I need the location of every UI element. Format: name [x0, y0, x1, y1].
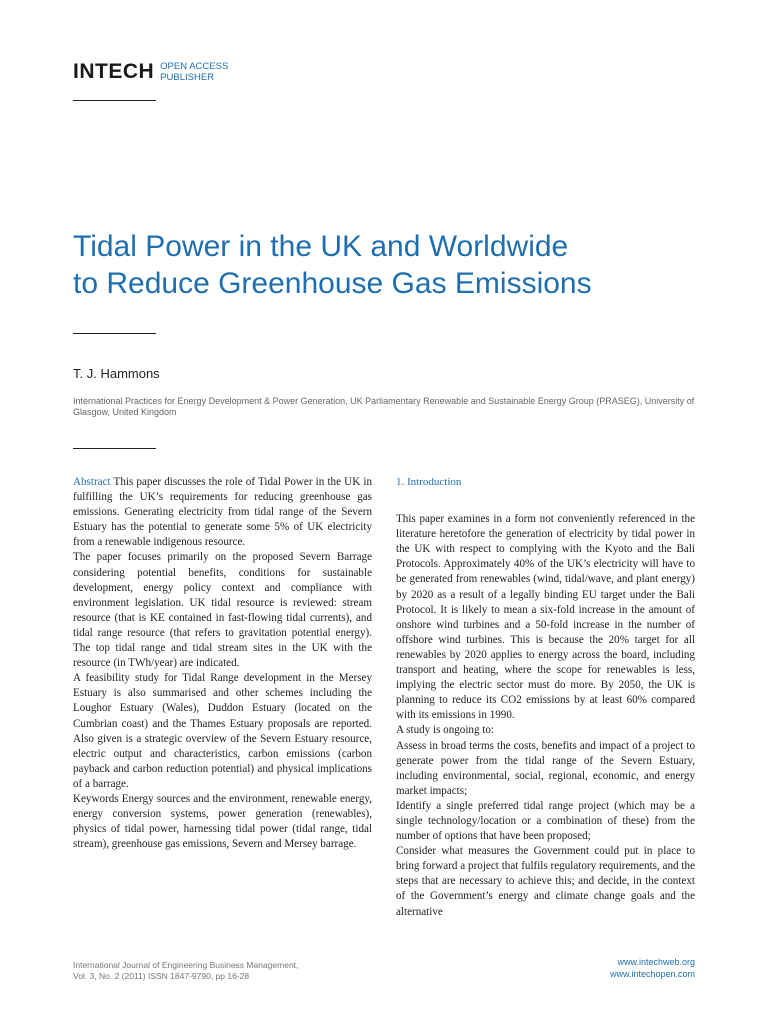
- introduction-column: [396, 475, 695, 920]
- affiliation-divider: [73, 448, 156, 449]
- author-affiliation: International Practices for Energy Development & Power Generation, UK Parliamentary Renewable and Sustainable Energy Group (PRASEG), University of Glasgow, United Kingdom: [73, 396, 695, 417]
- keywords: Keywords Energy sources and the environment, renewable energy, energy conversion systems, power generation (renewables), physics of tidal power, harnessing tidal power (tidal range, tidal stream), greenhouse gas emissions, Severn and Mersey barrage.: [73, 792, 372, 851]
- article-title-line1: Tidal Power in the UK and Worldwide: [73, 230, 569, 263]
- journal-citation: [73, 960, 298, 982]
- publisher-mark: INTECH: [73, 60, 155, 83]
- introduction-paragraph-5: Consider what measures the Government could put in place to bring forward a project that fulfils regulatory requirements, and the steps that are necessary to achieve this; and decide, in the context of the Government’s energy and climate change goals and the alternative: [396, 845, 695, 918]
- logo-divider: [73, 100, 156, 101]
- publisher-link-intechopen[interactable]: www.intechopen.com: [609, 969, 695, 979]
- journal-citation-line2: Vol. 3, No. 2 (2011) ISSN 1847-9790, pp 16-28: [73, 971, 250, 981]
- article-title-line2: to Reduce Greenhouse Gas Emissions: [73, 267, 592, 300]
- title-divider: [73, 333, 156, 334]
- article-title: [73, 228, 713, 302]
- abstract-paragraph-2: The paper focuses primarily on the proposed Severn Barrage considering potential benefits, conditions for sustainable development, energy policy context and compliance with environment legislation. UK tidal resource is reviewed: stream resource (that is KE contained in fast-flowing tidal currents), and tidal range resource (that refers to gravitation potential energy). The top tidal range and tidal stream sites in the UK with the resource (in TWh/year) are indicated.: [73, 551, 372, 670]
- journal-citation-line1: International Journal of Engineering Business Management,: [73, 960, 299, 970]
- introduction-paragraph-3: Assess in broad terms the costs, benefits and impact of a project to generate power from the tidal range of the Severn Estuary, including environmental, social, regional, economic, and energy market impacts;: [396, 739, 695, 797]
- publisher-tagline: [160, 61, 228, 83]
- abstract-label: Abstract: [73, 476, 111, 488]
- publisher-links: [610, 956, 695, 980]
- introduction-heading: 1. Introduction: [396, 476, 462, 488]
- abstract-paragraph-1: [73, 475, 372, 550]
- publisher-link-intechweb[interactable]: www.intechweb.org: [617, 957, 695, 967]
- publisher-tagline-line2: PUBLISHER: [160, 72, 215, 83]
- publisher-logo: [73, 60, 228, 84]
- publisher-tagline-line1: OPEN ACCESS: [160, 61, 229, 72]
- introduction-paragraph-4: Identify a single preferred tidal range project (which may be a single technology/location or a combination of these) from the number of options that have been proposed;: [396, 799, 695, 843]
- abstract-paragraph-3: A feasibility study for Tidal Range development in the Mersey Estuary is also summarised and other schemes including the Loughor Estuary (Wales), Duddon Estuary (located on the Cumbrian coast) and the Thames Estuary proposals are reported. Also given is a strategic overview of the Severn Estuary resource, electric output and characteristics, carbon emissions (carbon payback and carbon reduction potential) and physical implications of a barrage.: [73, 672, 372, 790]
- introduction-paragraph-1: This paper examines in a form not conveniently referenced in the literature heretofore the generation of electricity by tidal power in the UK with respect to complying with the Kyoto and the Bali Protocols. Approximately 40% of the UK’s electricity will have to be generated from renewables (wind, tidal/wave, and plant energy) by 2020 as a result of a legally binding EU target under the Bali Protocol. It is likely to mean a six-fold increase in the amount of onshore wind turbines and a 50-fold increase in the number of offshore wind turbines. This is because the 20% target for all renewables by 2020 applies to energy across the board, including transport and heating, where the scope for renewables is less, implying the electric sector must do more. By 2050, the UK is planning to reduce its CO2 emissions by at least 60% compared with its emissions in 1990.: [396, 513, 695, 722]
- author-name: T. J. Hammons: [73, 366, 160, 381]
- introduction-paragraph-2: A study is ongoing to:: [396, 724, 495, 737]
- abstract-column: [73, 475, 372, 852]
- abstract-text-1: This paper discusses the role of Tidal Power in the UK in fulfilling the UK’s requirements for reducing greenhouse gas emissions. Generating electricity from tidal range of the Severn Estuary has the potential to generate some 5% of UK electricity from a renewable indigenous resource.: [73, 476, 372, 549]
